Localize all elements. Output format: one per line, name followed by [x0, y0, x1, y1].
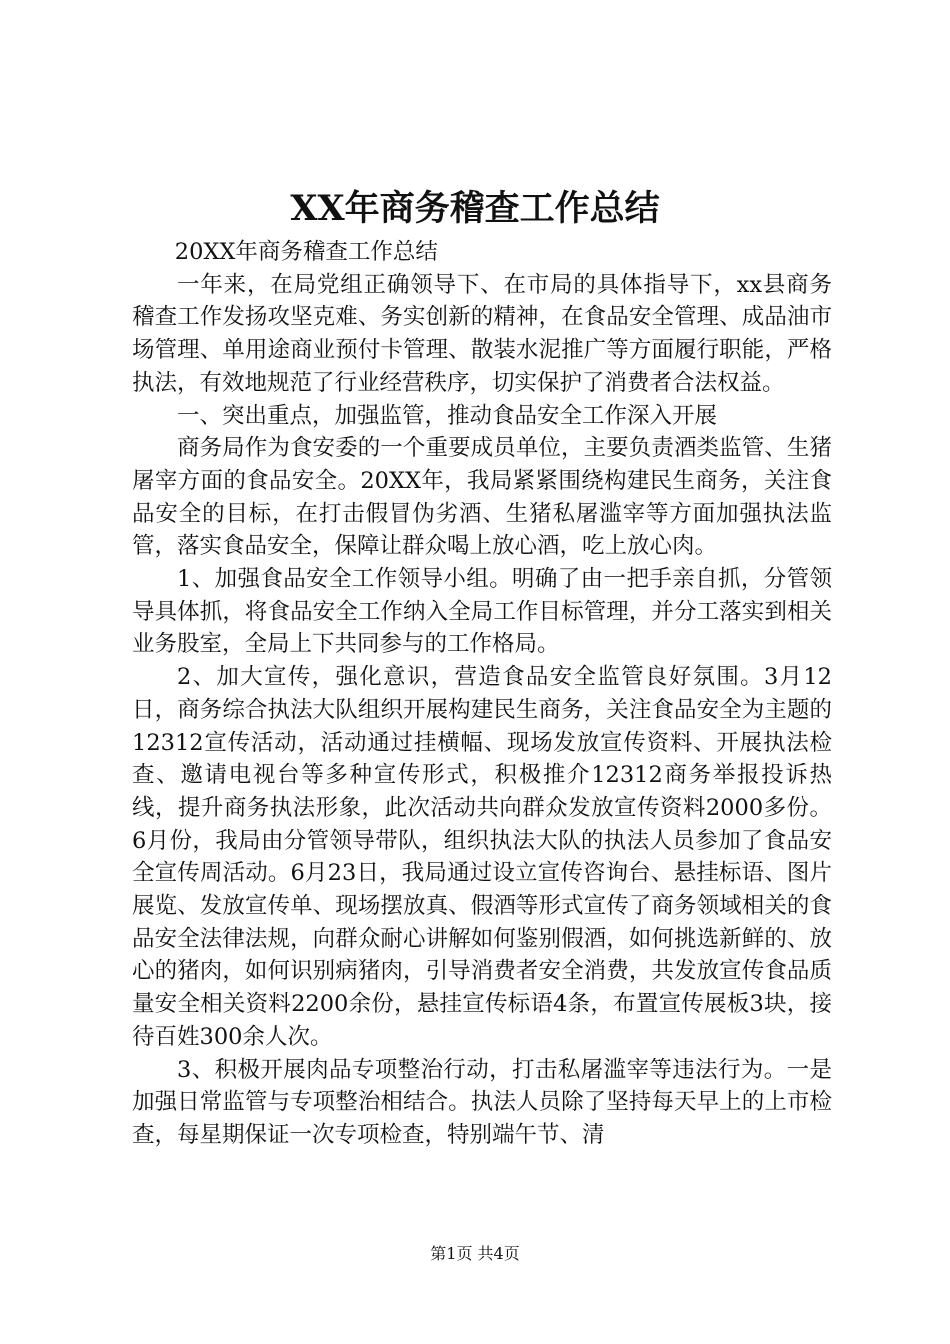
body-paragraph: 3、积极开展肉品专项整治行动，打击私屠滥宰等违法行为。一是加强日常监管与专项整治相结合。执法人员除了坚持每天早上的上市检查，每星期保证一次专项检查，特别端午节、清: [132, 1056, 832, 1148]
section-heading: 一、突出重点，加强监管，推动食品安全工作深入开展: [177, 402, 718, 429]
body-paragraph: 商务局作为食安委的一个重要成员单位，主要负责酒类监管、生猪屠宰方面的食品安全。20XX年，我局紧紧围绕构建民生商务，关注食品安全的目标，在打击假冒伪劣酒、生猪私屠滥宰等方面加强执法监管，落实食品安全，保障让群众喝上放心酒，吃上放心肉。: [132, 435, 832, 560]
document-title: XX年商务稽查工作总结: [290, 188, 660, 229]
body-paragraph: 2、加大宣传，强化意识，营造食品安全监管良好氛围。3月12日，商务综合执法大队组织开展构建民生商务，关注食品安全为主题的12312宣传活动，活动通过挂横幅、现场发放宣传资料、开展执法检查、邀请电视台等多种宣传形式，积极推介12312商务举报投诉热线，提升商务执法形象，此次活动共向群众发放宣传资料2000多份。6月份，我局由分管领导带队，组织执法大队的执法人员参加了食品安全宣传周活动。6月23日，我局通过设立宣传咨询台、悬挂标语、图片展览、发放宣传单、现场摆放真、假酒等形式宣传了商务领域相关的食品安全法律法规，向群众耐心讲解如何鉴别假酒，如何挑选新鲜的、放心的猪肉，如何识别病猪肉，引导消费者安全消费，共发放宣传食品质量安全相关资料2200余份，悬挂宣传标语4条，布置宣传展板3块，接待百姓300余人次。: [132, 664, 832, 1050]
body-paragraph-subtitle: 20XX年商务稽查工作总结: [174, 239, 438, 265]
document-body: [132, 236, 832, 1152]
body-paragraph: 一年来，在局党组正确领导下、在市局的具体指导下，xx县商务稽查工作发扬攻坚克难、务实创新的精神，在食品安全管理、成品油市场管理、单用途商业预付卡管理、散装水泥推广等方面履行职能，严格执法，有效地规范了行业经营秩序，切实保护了消费者合法权益。: [132, 271, 832, 396]
body-paragraph: 1、加强食品安全工作领导小组。明确了由一把手亲自抓，分管领导具体抓，将食品安全工作纳入全局工作目标管理，并分工落实到相关业务股室，全局上下共同参与的工作格局。: [132, 566, 832, 658]
page-number-footer: 第1页 共4页: [430, 1244, 520, 1263]
